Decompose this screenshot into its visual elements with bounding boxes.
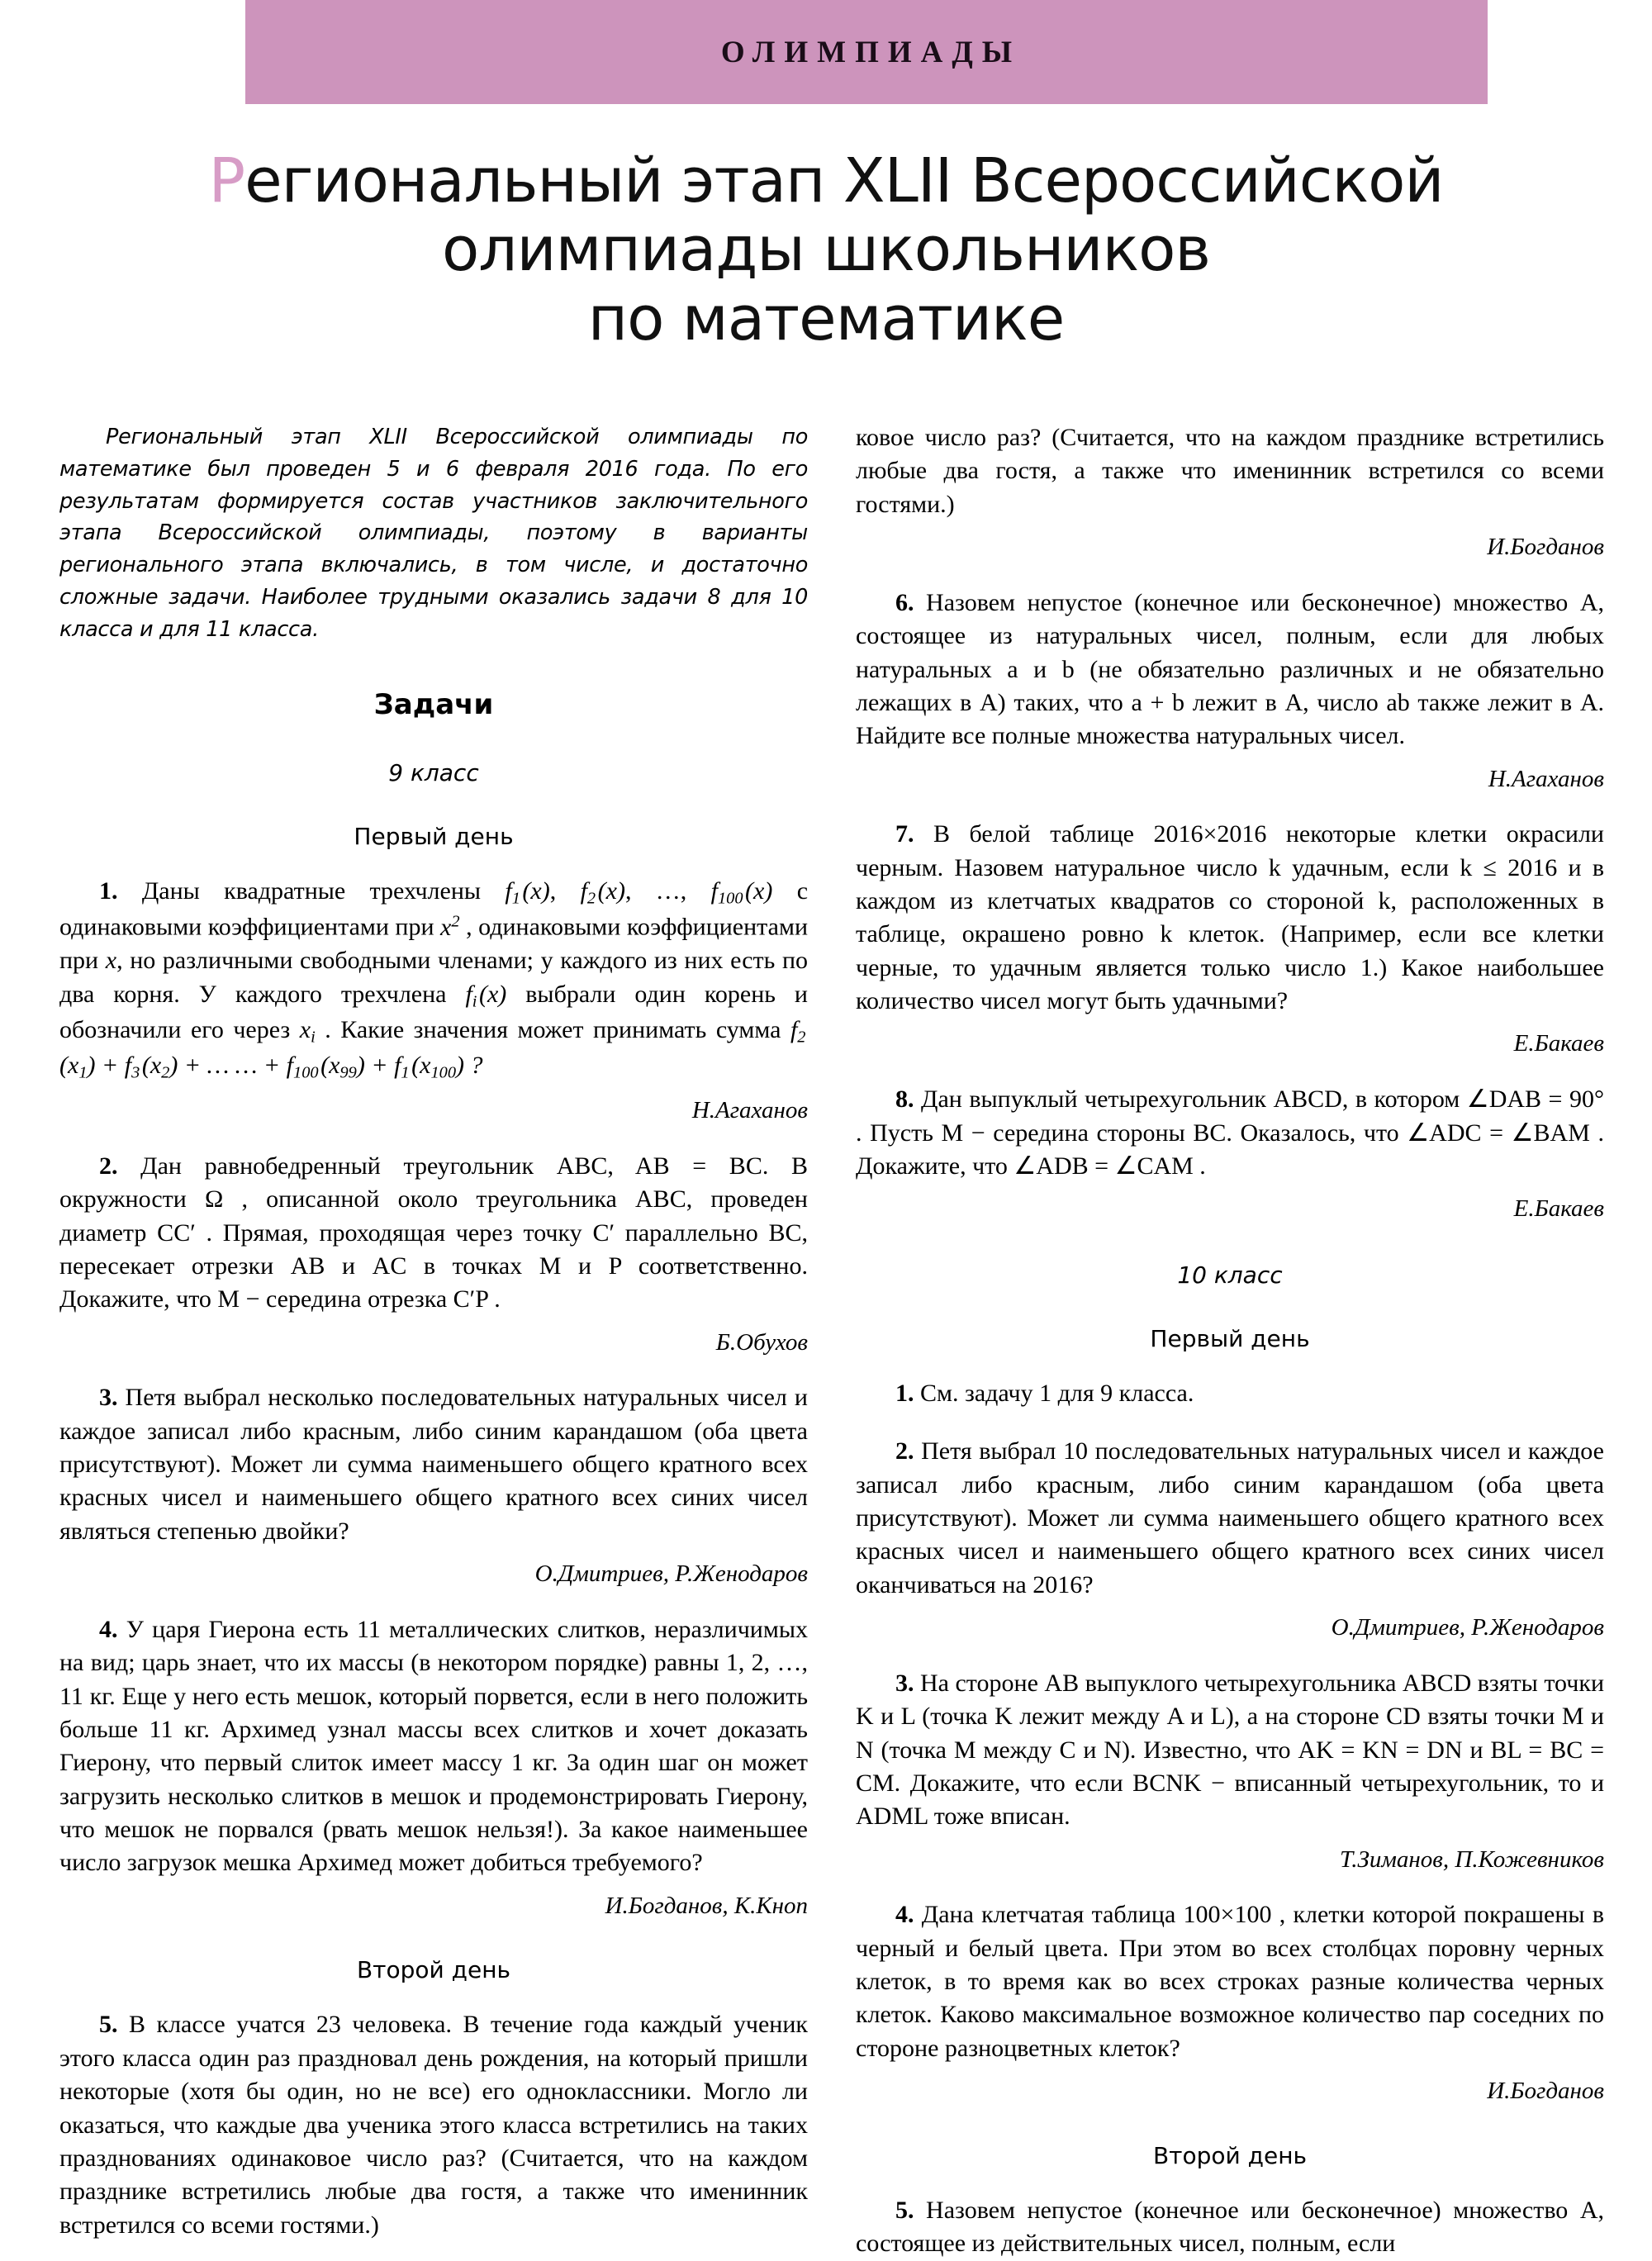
problem-g10-2 [856, 1435, 1604, 1602]
problem-g10-4 [856, 1898, 1604, 2065]
page-title [33, 147, 1619, 354]
problem-g9-5 [59, 2008, 808, 2241]
problem-number: 4. [895, 1901, 914, 1929]
masthead-kicker: ОЛИМПИАДЫ [720, 35, 1022, 69]
problem-g10-1 [856, 1377, 1604, 1410]
math-f100: $f_{100}$ (x) [710, 877, 773, 908]
problem-g10-5 [856, 2194, 1604, 2261]
problem-text-f: . Какие значения может принимать сумма [315, 1015, 790, 1043]
problem-g9-7 [856, 818, 1604, 1018]
problem-text: У царя Гиерона есть 11 металлических слитков, неразличимых на вид; царь знает, что их массы (в некотором порядке) равны 1, 2, …, 11 кг. Еще у него есть мешок, который порвется, если в него положить больше 11 кг. Архимед узнал массы всех слитков и хочет доказать Гиерону, что первый слиток имеет массу 1 кг. За один шаг он может загрузить несколько слитков в мешок и продемонстрировать Гиерону, что мешок не порвался (рвать мешок нельзя!). За какое наименьшее число загрузок мешка Архимед может добиться требуемого? [59, 1615, 808, 1877]
column-left [59, 421, 809, 2239]
problem-number: 2. [895, 1437, 914, 1465]
heading-tasks: Задачи [373, 688, 494, 722]
problem-text: Назовем непустое (конечное или бесконечное) множество A, состоящее из натуральных чисел, полным, если для любых натуральных a и b (не обязательно различных и не обязательно лежащих в A) таких, что a + b лежит в A, число ab также лежит в A. Найдите все полные множества натуральных чисел. [856, 588, 1604, 750]
problem-number: 8. [895, 1085, 914, 1114]
author-g10-2: О.Дмитриев, Р.Женодаров [1331, 1614, 1604, 1641]
author-g9-6: Н.Агаханов [1488, 765, 1604, 792]
problem-number: 1. [99, 877, 118, 905]
problem-number: 5. [895, 2196, 914, 2224]
problem-text: Дана клетчатая таблица 100×100 , клетки которой покрашены в черный и белый цвета. При этом во всех столбцах поровну черных клеток, в то время как во всех строках разные количества черных клеток. Каково максимальное возможное количество пар соседних по стороне разноцветных клеток? [856, 1901, 1604, 2062]
problem-g9-2 [59, 1150, 808, 1317]
math-fi: $f_i$ (x) [465, 980, 507, 1011]
masthead-band [245, 0, 1488, 104]
problem-text: Петя выбрал несколько последовательных натуральных чисел и каждое записал либо красным, либо синим карандашом (оба цвета присутствуют). Может ли сумма наименьшего общего кратного всех красных чисел и наименьшего общего кратного всех синих чисел являться степенью двойки? [59, 1384, 808, 1545]
author-g10-4: И.Богданов [1487, 2078, 1604, 2105]
problem-text: Даны квадратные трехчлены [117, 877, 506, 905]
problem-text-b: с одинаковыми коэффициентами при [59, 877, 809, 941]
title-dropcap: Р [208, 145, 245, 216]
article-body [0, 421, 1652, 2258]
problem-g10-3 [856, 1667, 1604, 1834]
math-x: x [105, 947, 117, 975]
author-g9-1: Н.Агаханов [691, 1097, 808, 1124]
problem-number: 7. [895, 820, 914, 848]
problem-number: 6. [895, 588, 914, 616]
problem-text-d: , но различными свободными членами; у каждого из них есть по два корня. У каждого трехчлена [59, 947, 809, 1008]
problem-text: Дан выпуклый четырехугольник ABCD, в котором ∠DAB = 90° . Пусть M − середина стороны BC. Оказалось, что ∠ADC = ∠BAM . Докажите, что ∠ADB = ∠CAM . [856, 1085, 1604, 1180]
author-g9-5: И.Богданов [1487, 534, 1604, 561]
math-f1: $f_1$ (x) [505, 877, 550, 908]
heading-day-2-grade-9: Второй день [356, 1956, 511, 1984]
problem-number: 3. [99, 1384, 118, 1412]
math-x-squared: $x^2$ [440, 912, 460, 941]
problem-g9-1: 1. Даны квадратные трехчлены $f_1$ (x), $f_2$ (x), …, $f_{100}$ (x) с одинаковыми коэффициентами при $x^2$ , одинаковыми коэффициентами при x, но различными свободными членами; у каждого из них есть по два корня. У каждого трехчлена $f_i$ (x) выбрали один корень и обозначили его через $x_i$ . Какие значения может принимать сумма $f_2$ $(x_1) + f_3$ $(x_2)$ + … … + $f_{100}$ $(x_{99}) + f_1$ $(x_{100})$ ? [59, 877, 809, 1082]
problem-g9-5-continued: ковое число раз? (Считается, что на каждом празднике встретились любые два гостя, а также что именинник встретился со всеми гостями.) [856, 424, 1604, 518]
problem-text: См. задачу 1 для 9 класса. [914, 1380, 1194, 1408]
problem-number: 3. [895, 1669, 914, 1697]
problem-text: Назовем непустое (конечное или бесконечное) множество A, состоящее из действительных чисел, полным, если [856, 2196, 1604, 2258]
problem-text-c: , одинаковыми коэффициентами при [59, 913, 809, 975]
problem-number: 5. [99, 2011, 118, 2039]
author-g9-4: И.Богданов, К.Кноп [605, 1892, 808, 1919]
author-g9-3: О.Дмитриев, Р.Женодаров [534, 1560, 808, 1588]
author-g9-2: Б.Обухов [715, 1328, 808, 1356]
heading-day-2-grade-10: Второй день [1152, 2141, 1308, 2169]
author-g9-8: Е.Бакаев [1513, 1195, 1604, 1223]
heading-grade-10: 10 класс [1177, 1261, 1283, 1290]
problem-text-e: выбрали один корень и обозначили его через [59, 980, 808, 1043]
author-g9-7: Е.Бакаев [1513, 1030, 1604, 1057]
problem-text: Дан равнобедренный треугольник ABC, AB = BC. В окружности Ω , описанной около треугольника ABC, проведен диаметр CC′ . Прямая, проходящая через точку C′ параллельно BC, пересекает отрезки AB и AC в точках M и P соответственно. Докажите, что M − середина отрезка C′P . [59, 1152, 808, 1313]
math-xi: $x_i$ [299, 1015, 316, 1047]
problem-g9-3 [59, 1381, 808, 1548]
math-f2: $f_2$ (x) [580, 877, 625, 908]
math-sum-expression: $f_2$ $(x_1) + f_3$ $(x_2)$ + … … + $f_{100}$ $(x_{99}) + f_1$ $(x_{100})$ ? [59, 1015, 808, 1082]
title-text: егиональный этап XLII Всероссийской олимпиады школьников по математике [244, 145, 1444, 354]
problem-number: 1. [895, 1380, 914, 1408]
problem-number: 4. [99, 1615, 118, 1643]
problem-text: Петя выбрал 10 последовательных натуральных чисел и каждое записал либо красным, либо синим карандашом (оба цвета присутствуют). Может ли сумма наименьшего общего кратного всех красных чисел и наименьшего общего кратного всех синих чисел оканчиваться на 2016? [856, 1437, 1604, 1598]
problem-text: В белой таблице 2016×2016 некоторые клетки окрасили черным. Назовем натуральное число k удачным, если k ≤ 2016 и в каждом из клетчатых квадратов со стороной k, расположенных в таблице, окрашено ровно k клеток. (Например, если все клетки черные, то удачным является только число 1.) Какое наибольшее количество чисел могут быть удачными? [856, 820, 1604, 1015]
author-g10-3: Т.Зиманов, П.Кожевников [1339, 1845, 1604, 1873]
intro-paragraph: Региональный этап XLII Всероссийской олимпиады по математике был проведен 5 и 6 февраля 2016 года. По его результатам формируется состав участников заключительного этапа Всероссийской олимпиады, поэтому в варианты регионального этапа включались, в том числе, и достаточно сложные задачи. Наиболее трудными оказались задачи 8 для 10 класса и для 11 класса. [59, 425, 808, 642]
heading-day-1-grade-9: Первый день [354, 823, 514, 851]
problem-g9-6 [856, 587, 1604, 753]
heading-grade-9: 9 класс [388, 759, 479, 787]
problem-g9-8 [856, 1083, 1604, 1183]
problem-number: 2. [99, 1152, 118, 1180]
column-right [856, 421, 1604, 2258]
heading-day-1-grade-10: Первый день [1150, 1325, 1310, 1353]
problem-text: В классе учатся 23 человека. В течение года каждый ученик этого класса один раз праздновал день рождения, на который пришли некоторые (хотя бы один, но не все) его одноклассники. Могло ли оказаться, что каждые два ученика этого класса встретились на таких празднованиях одинаковое число раз? (Считается, что на каждом празднике встретились любые два гостя, а также что именинник встретился со всеми гостями.) [59, 2011, 808, 2239]
problem-g9-4 [59, 1613, 808, 1880]
problem-text: На стороне AB выпуклого четырехугольника ABCD взяты точки K и L (точка K лежит между A и L), а на стороне CD взяты точки M и N (точка M между C и N). Известно, что AK = KN = DN и BL = BC = CM. Докажите, что если BCNK − вписанный четырехугольник, то и ADML тоже вписан. [856, 1669, 1604, 1831]
